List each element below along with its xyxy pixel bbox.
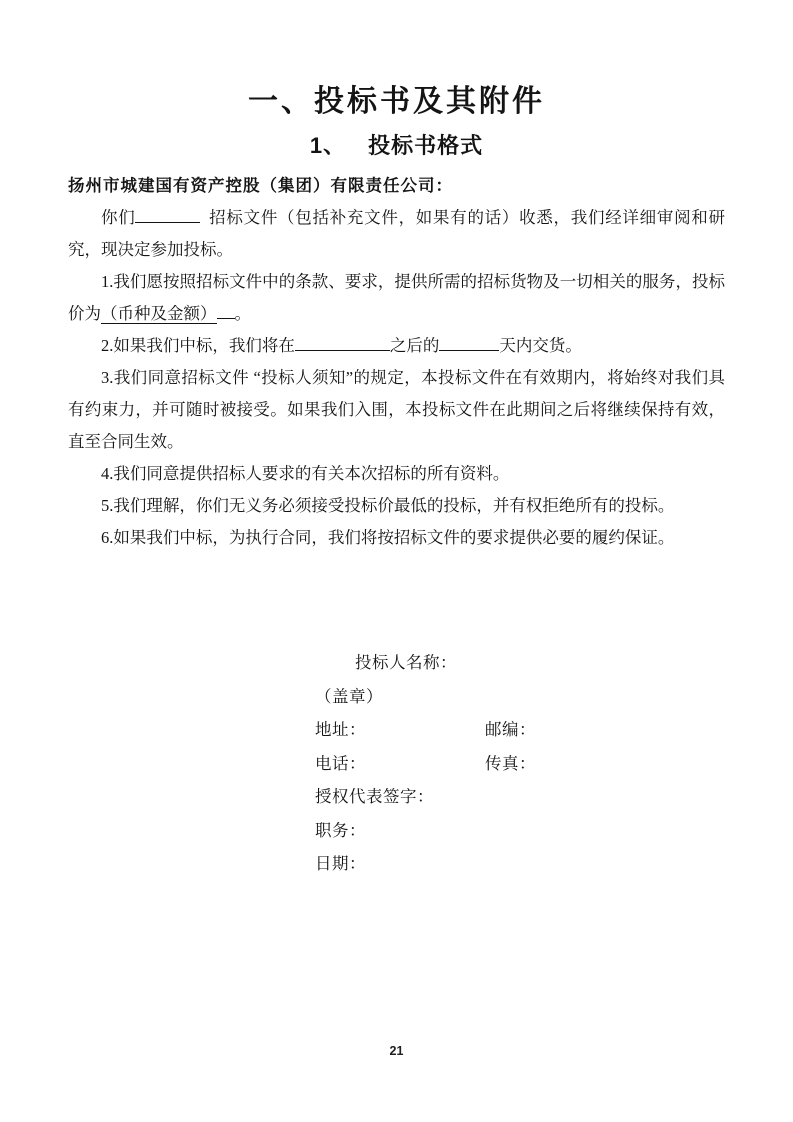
- fax-label: 传真：: [485, 753, 536, 773]
- opening-text-post: 招标文件（包括补充文件，如果有的话）收悉，我们经详细审阅和研究，现决定参加投标。: [68, 208, 725, 259]
- bidder-name-label: 投标人名称：: [355, 653, 457, 672]
- list-item-5: 5.我们理解，你们无义务必须接受投标价最低的投标，并有权拒绝所有的投标。: [101, 496, 675, 515]
- seal-line: [315, 680, 725, 714]
- section-title: [68, 132, 725, 159]
- fill-in-blank-event: [295, 333, 390, 351]
- salutation-line: 扬州市城建国有资产控股（集团）有限责任公司：: [68, 176, 453, 195]
- page-number: 21: [389, 1044, 404, 1058]
- item1-underlined-text: （币种及金额）: [101, 304, 217, 323]
- address-label: 地址：: [315, 720, 366, 739]
- representative-label: 授权代表签字：: [315, 787, 434, 806]
- item1-text: 1.我们愿按照招标文件中的条款、要求，提供所需的招标货物及一切相关的服务，投标价为: [68, 272, 725, 323]
- page-title: 一、投标书及其附件: [248, 85, 545, 118]
- postcode-label: 邮编：: [485, 720, 536, 739]
- item2-text-2: 之后的: [389, 336, 440, 355]
- phone-fax-line: [315, 747, 725, 781]
- opening-text-pre: 你们: [101, 208, 136, 227]
- list-item-1: [68, 266, 725, 330]
- section-label: 投标书格式: [368, 133, 484, 158]
- item2-text-3: 天内交货。: [499, 336, 582, 355]
- list-item-3: 3.我们同意招标文件 “投标人须知”的规定，本投标文件在有效期内，将始终对我们具有约束力，并可随时被接受。如果我们入围，本投标文件在此期间之后将继续保持有效，直至合同生效。: [68, 368, 725, 451]
- item1-period: 。: [234, 304, 251, 323]
- fill-in-blank-price: [217, 301, 235, 319]
- list-item-4: 4.我们同意提供招标人要求的有关本次招标的所有资料。: [101, 464, 510, 483]
- bidder-name-line: [315, 646, 725, 680]
- fill-in-blank-document-ref: [135, 205, 200, 223]
- date-line: [315, 847, 725, 881]
- date-label: 日期：: [315, 854, 366, 873]
- section-number: 1、: [309, 133, 347, 158]
- position-label: 职务：: [315, 820, 366, 840]
- opening-paragraph: [68, 202, 725, 266]
- fill-in-blank-days: [439, 333, 499, 351]
- phone-label: 电话：: [315, 753, 366, 773]
- representative-signature-line: [315, 780, 725, 814]
- address-postcode-line: [315, 713, 725, 747]
- item2-text-1: 2.如果我们中标，我们将在: [101, 336, 295, 355]
- signature-block: [315, 646, 725, 881]
- position-line: [315, 814, 725, 848]
- list-item-6: 6.如果我们中标，为执行合同，我们将按招标文件的要求提供必要的履约保证。: [101, 528, 675, 547]
- seal-label: （盖章）: [315, 686, 383, 706]
- list-item-2: [68, 330, 725, 362]
